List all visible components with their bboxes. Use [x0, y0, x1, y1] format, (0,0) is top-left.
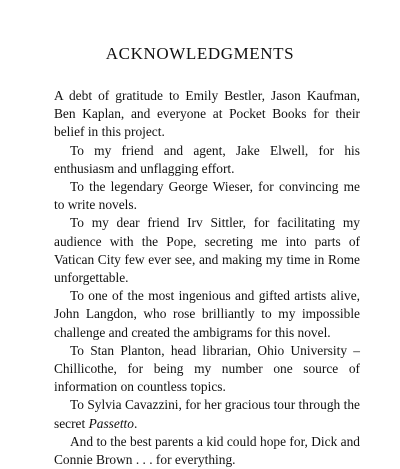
- paragraph-sittler: To my dear friend Irv Sittler, for facilitating my audience with the Pope, secreting me into parts of Vatican City few ever see, and making my time in Rome unforgettable.: [54, 215, 360, 286]
- paragraph-planton: To Stan Planton, head librarian, Ohio University – Chillicothe, for being my number one source of information on countless topics.: [54, 342, 360, 395]
- paragraph-parents: And to the best parents a kid could hope for, Dick and Connie Brown . . . for everything.: [54, 433, 360, 468]
- paragraph-gratitude: A debt of gratitude to Emily Bestler, Jason Kaufman, Ben Kaplan, and everyone at Pocket Books for their belief in this project.: [54, 88, 360, 140]
- cavazzini-end: .: [133, 415, 138, 431]
- cavazzini-text: To Sylvia Cavazzini, for her gracious tour through the secret: [54, 397, 360, 431]
- paragraph-langdon: To one of the most ingenious and gifted artists alive, John Langdon, who rose brilliantly to my impossible challenge and created the ambigrams for this novel.: [54, 288, 360, 340]
- passetto-italic: Passetto: [88, 415, 134, 431]
- paragraph-agent: To my friend and agent, Jake Elwell, for his enthusiasm and unflagging effort.: [54, 142, 360, 176]
- page-title: ACKNOWLEDGMENTS: [105, 44, 295, 63]
- acknowledgments-body: [54, 87, 360, 469]
- paragraph-cavazzini: [54, 396, 360, 432]
- paragraph-wieser: To the legendary George Wieser, for convincing me to write novels.: [54, 179, 360, 213]
